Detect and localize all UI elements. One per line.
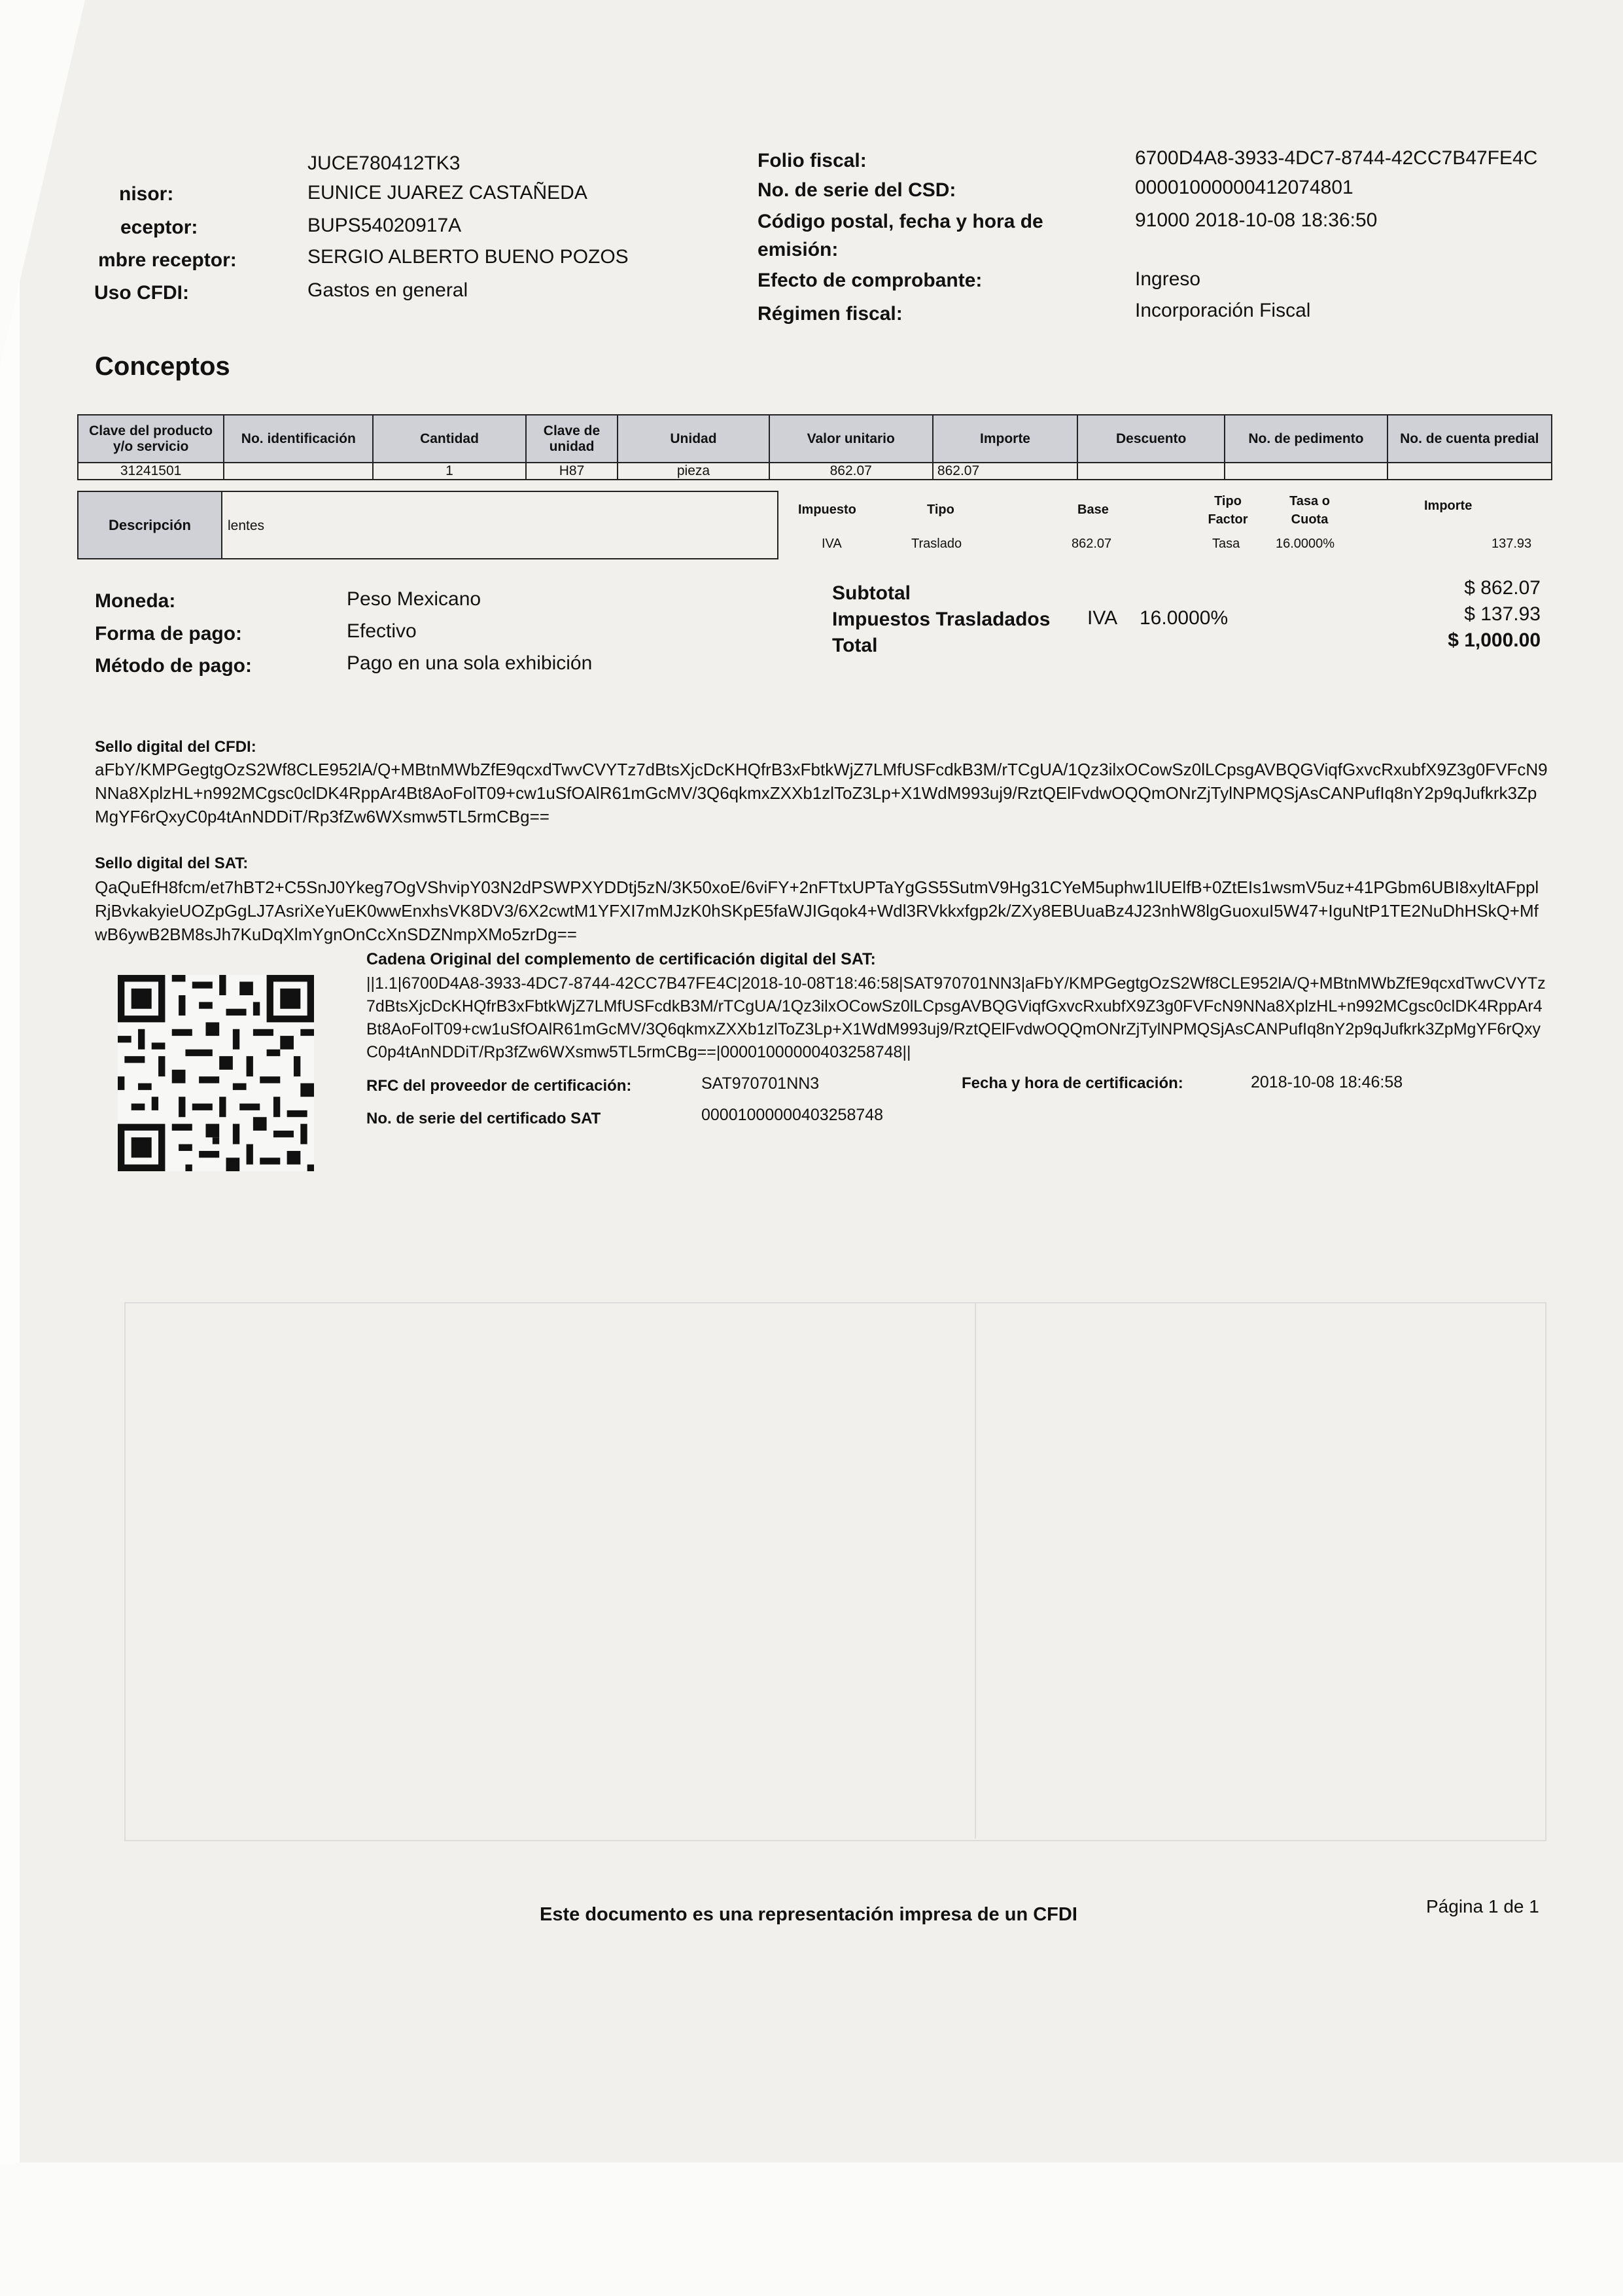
serie-csd-label: No. de serie del CSD: bbox=[758, 179, 956, 201]
rfc-proveedor: SAT970701NN3 bbox=[701, 1074, 820, 1093]
tax-importe: 137.93 bbox=[1492, 537, 1532, 551]
folio-fiscal-label: Folio fiscal: bbox=[758, 150, 867, 171]
cadena-label: Cadena Original del complemento de certificación digital del SAT: bbox=[366, 950, 876, 968]
col-descuento: Descuento bbox=[1077, 415, 1225, 463]
col-clave-producto: Clave del producto y/o servicio bbox=[78, 415, 224, 463]
col-importe: Importe bbox=[933, 415, 1077, 463]
total-label: Total bbox=[832, 635, 878, 656]
tax-tipo-factor: Tasa bbox=[1212, 537, 1240, 551]
impuestos-tasa: 16.0000% bbox=[1140, 607, 1229, 629]
nombre-emisor-label: nisor: bbox=[119, 183, 174, 205]
fecha-certificacion-label: Fecha y hora de certificación: bbox=[962, 1074, 1183, 1092]
conceptos-title: Conceptos bbox=[95, 352, 230, 381]
col-no-identificacion: No. identificación bbox=[224, 415, 373, 463]
moneda-label: Moneda: bbox=[95, 590, 176, 612]
serie-csd: 00001000000412074801 bbox=[1135, 177, 1353, 198]
uso-cfdi-label: Uso CFDI: bbox=[94, 282, 189, 304]
sello-sat: QaQuEfH8fcm/et7hBT2+C5SnJ0Ykeg7OgVShvipY03N2dPSWPXYDDtj5zN/3K50xoE/6viFY+2nFTtxUPTaYgGS5SutmV9Hg31CYeM5uphw1lUElfB+0ZtEIs1wsmV5uz+41PGbm6UBI8xyltAFpplRjBvkakyieUOZpGgLJ7AsriXeYuEK0wwEnxhsVK8DV3/6X2cwtM1YFXI7mMJzK0hSKpE5faWJIGqok4+Wdl3RVkkxfgp2k/ZXy8EBUuaBz4J23nhW8lgGuoxuI5W47+IguNtP1TE2NuDhHSkQ+MfwB6ywB2BM8sJh7KuDqXlmYgnOnCcXnSDZNmpXMo5zrDg== bbox=[95, 877, 1539, 944]
conceptos-table bbox=[77, 414, 1552, 480]
nombre-receptor: SERGIO ALBERTO BUENO POZOS bbox=[307, 246, 629, 268]
moneda: Peso Mexicano bbox=[347, 588, 481, 610]
tax-col-importe: Importe bbox=[1424, 499, 1473, 513]
cp-fecha-label: Código postal, fecha y hora de bbox=[758, 211, 1043, 232]
tax-tipo: Traslado bbox=[911, 537, 962, 551]
cell-no-cuenta-predial bbox=[1387, 463, 1552, 480]
cell-clave-unidad: H87 bbox=[526, 463, 618, 480]
cell-clave-producto: 31241501 bbox=[78, 463, 224, 480]
subtotal-label: Subtotal bbox=[832, 582, 911, 604]
folio-fiscal: 6700D4A8-3933-4DC7-8744-42CC7B47FE4C bbox=[1135, 147, 1538, 169]
subtotal-value: $ 862.07 bbox=[1464, 577, 1541, 599]
cell-descuento bbox=[1077, 463, 1225, 480]
descripcion-label: Descripción bbox=[78, 491, 222, 559]
background-form bbox=[124, 1302, 1546, 1841]
descripcion-table bbox=[77, 491, 778, 559]
col-clave-unidad: Clave de unidad bbox=[526, 415, 618, 463]
cadena-original: ||1.1|6700D4A8-3933-4DC7-8744-42CC7B47FE4C|2018-10-08T18:46:58|SAT970701NN3|aFbY/KMPGegtgOzS2Wf8CLE952lA/Q+MBtnMWbZfE9qcxdTwvCVYTz7dBtsXjcDcKHQfrB3xFbtkWjZ7LMfUSFcdkB3M/rTCgUA/1Qz3ilxOCowSz0lLCpsgAVBQGViqfGxvcRxubfX9Z3g0FVFcN9NNa8XplzHL+n992MCgsc0clDK4RppAr4Bt8AoFolT09+cw1uSfOAlR61mGcMV/3Q6qkmxZXXb1zlToZ3Lp+X1WdM993uj9/RztQElFvdwOQQmONrZjTylNPMQSjAsCANPufIq8nY2p9qJufkrk3ZpMgYF6rQxyC0p4tAnNDDiT/Rp3fZw6WXsmw5TL5rmCBg==|00001000000403258748|| bbox=[366, 974, 1546, 1061]
serie-certificado-sat: 00001000000403258748 bbox=[701, 1106, 884, 1124]
nombre-emisor: EUNICE JUAREZ CASTAÑEDA bbox=[307, 182, 587, 203]
impuestos-trasladados-label: Impuestos Trasladados bbox=[832, 609, 1051, 630]
metodo-pago: Pago en una sola exhibición bbox=[347, 652, 593, 674]
forma-pago: Efectivo bbox=[347, 620, 417, 642]
uso-cfdi: Gastos en general bbox=[307, 279, 468, 301]
col-valor-unitario: Valor unitario bbox=[769, 415, 933, 463]
col-no-pedimento: No. de pedimento bbox=[1225, 415, 1387, 463]
rfc-emisor: JUCE780412TK3 bbox=[307, 152, 461, 174]
tax-col-tipo-factor: Tipo Factor bbox=[1208, 494, 1248, 527]
qr-code bbox=[118, 975, 314, 1171]
background-form-divider bbox=[975, 1302, 976, 1839]
scan-margin bbox=[0, 2163, 1623, 2296]
sello-cfdi: aFbY/KMPGegtgOzS2Wf8CLE952lA/Q+MBtnMWbZfE9qcxdTwvCVYTz7dBtsXjcDcKHQfrB3xFbtkWjZ7LMfUSFcdkB3M/rTCgUA/1Qz3ilxOCowSz0lLCpsgAVBQGViqfGxvcRxubfX9Z3g0FVFcN9NNa8XplzHL+n992MCgsc0clDK4RppAr4Bt8AoFolT09+cw1uSfOAlR61mGcMV/3Q6qkmxZXXb1zlToZ3Lp+X1WdM993uj9/RztQElFvdwOQQmONrZjTylNPMQSjAsCANPufIq8nY2p9qJufkrk3ZpMgYF6rQxyC0p4tAnNDDiT/Rp3fZw6WXsmw5TL5rmCBg== bbox=[95, 760, 1548, 826]
impuestos-value: $ 137.93 bbox=[1464, 603, 1541, 625]
tax-col-base: Base bbox=[1077, 503, 1109, 517]
serie-certificado-sat-label: No. de serie del certificado SAT bbox=[366, 1110, 601, 1127]
cell-unidad: pieza bbox=[618, 463, 769, 480]
footer-note: Este documento es una representación impresa de un CFDI bbox=[540, 1904, 1077, 1925]
impuestos-tipo: IVA bbox=[1087, 607, 1118, 629]
rfc-receptor: BUPS54020917A bbox=[307, 215, 462, 236]
cell-valor-unitario: 862.07 bbox=[769, 463, 933, 480]
cell-no-pedimento bbox=[1225, 463, 1387, 480]
rfc-receptor-label: eceptor: bbox=[120, 217, 198, 238]
cell-cantidad: 1 bbox=[373, 463, 525, 480]
regimen: Incorporación Fiscal bbox=[1135, 300, 1311, 321]
tax-col-impuesto: Impuesto bbox=[798, 503, 856, 517]
page-number: Página 1 de 1 bbox=[1426, 1896, 1539, 1916]
metodo-pago-label: Método de pago: bbox=[95, 655, 252, 677]
sello-sat-label: Sello digital del SAT: bbox=[95, 855, 249, 872]
col-unidad: Unidad bbox=[618, 415, 769, 463]
tax-base: 862.07 bbox=[1072, 537, 1112, 551]
fecha-certificacion: 2018-10-08 18:46:58 bbox=[1251, 1073, 1403, 1091]
regimen-label: Régimen fiscal: bbox=[758, 303, 903, 325]
total-value: $ 1,000.00 bbox=[1448, 629, 1541, 651]
cell-no-identificacion bbox=[224, 463, 373, 480]
rfc-proveedor-label: RFC del proveedor de certificación: bbox=[366, 1077, 632, 1095]
forma-pago-label: Forma de pago: bbox=[95, 623, 243, 645]
cp-fecha: 91000 2018-10-08 18:36:50 bbox=[1135, 209, 1378, 231]
tax-col-tasa-cuota: Tasa o Cuota bbox=[1289, 494, 1330, 527]
tax-col-tipo: Tipo bbox=[927, 503, 954, 517]
col-no-cuenta-predial: No. de cuenta predial bbox=[1387, 415, 1552, 463]
efecto-label: Efecto de comprobante: bbox=[758, 270, 983, 291]
emision-label: emisión: bbox=[758, 239, 839, 260]
nombre-receptor-label: mbre receptor: bbox=[98, 249, 237, 271]
col-cantidad: Cantidad bbox=[373, 415, 525, 463]
tax-tasa-cuota: 16.0000% bbox=[1276, 537, 1335, 551]
cell-importe: 862.07 bbox=[933, 463, 1077, 480]
descripcion-value: lentes bbox=[222, 491, 778, 559]
efecto: Ingreso bbox=[1135, 268, 1201, 290]
sello-cfdi-label: Sello digital del CFDI: bbox=[95, 738, 256, 756]
folded-corner bbox=[0, 0, 85, 366]
tax-impuesto: IVA bbox=[822, 537, 842, 551]
